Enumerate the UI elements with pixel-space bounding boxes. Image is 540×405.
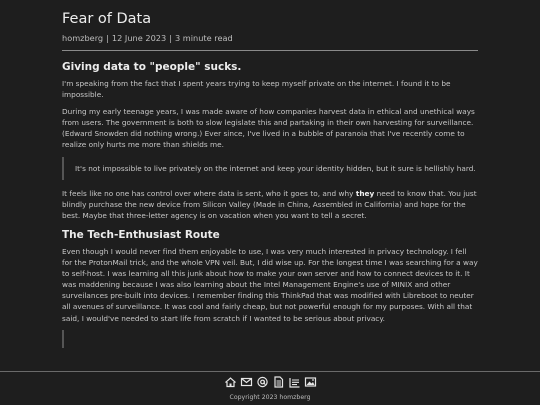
emphasis-text: they xyxy=(355,188,375,198)
title-divider xyxy=(62,50,478,51)
at-icon[interactable] xyxy=(256,376,269,388)
paragraph xyxy=(62,188,478,221)
document-icon[interactable] xyxy=(272,376,285,388)
paragraph: I'm speaking from the fact that I spent years trying to keep myself private on the internet. I found it to be impossible. xyxy=(62,79,451,100)
section-heading: Giving data to "people" sucks. xyxy=(62,61,242,73)
post-date: 12 June 2023 xyxy=(111,33,167,43)
post-title: Fear of Data xyxy=(62,11,152,27)
list-icon[interactable] xyxy=(288,376,301,388)
social-links xyxy=(62,376,478,388)
post-read-time: 3 minute read xyxy=(174,33,233,43)
footer xyxy=(0,371,540,405)
blockquote xyxy=(62,330,478,348)
mail-icon[interactable] xyxy=(240,376,253,388)
paragraph-text: It feels like no one has control over where data is sent, who it goes to, and why xyxy=(62,188,356,198)
meta-separator: | xyxy=(106,33,109,43)
paragraph-text: need to know that. You just blindly purchase the new device from Silicon Valley (Made in China, Assembled in California) and hope for the best. Maybe that three-letter agency is on vacation when you want to tell a secret. xyxy=(62,188,477,220)
home-icon[interactable] xyxy=(224,376,237,388)
section-heading: The Tech-Enthusiast Route xyxy=(62,228,220,241)
meta-separator: | xyxy=(169,33,172,43)
copyright: Copyright 2023 homzberg xyxy=(229,394,311,401)
article xyxy=(62,0,478,371)
blockquote xyxy=(62,157,478,180)
paragraph: During my early teenage years, I was made aware of how companies harvest data in ethical and unethical ways from users. The government is both to slow legislate this and partaking in their own harvesting for surveillance. (Edward Snowden did nothing wrong.) Ever since, I've lived in a bubble of paranoia that I've recently come to realize only hurts me more than shields me. xyxy=(62,107,475,150)
post-meta xyxy=(62,33,478,44)
blockquote-text: It's not impossible to live privately on the internet and keep your identity hidden, but it sure is hellishly hard. xyxy=(75,163,476,173)
image-icon[interactable] xyxy=(304,376,317,388)
post-author[interactable]: homzberg xyxy=(62,33,104,43)
paragraph: Even though I would never find them enjoyable to use, I was very much interested in privacy technology. I fell for the ProtonMail trick, and the whole VPN veil. But, I did wise up. For the longest time I was searching for a way to self-host. I was learning all this junk about how to make your own server and how to connect devices to it. It was maddening because I was also learning about the Intel Management Engine's use of MINIX and other surveilances pre-built into devices. I remember finding this ThinkPad that was modified with Libreboot to neuter all avenues of surveillance. It was cool and fairly cheap, but not powerful enough for my purposes. With all that said, I would've needed to start life from scratch if I wanted to be serious about privacy. xyxy=(62,246,478,323)
